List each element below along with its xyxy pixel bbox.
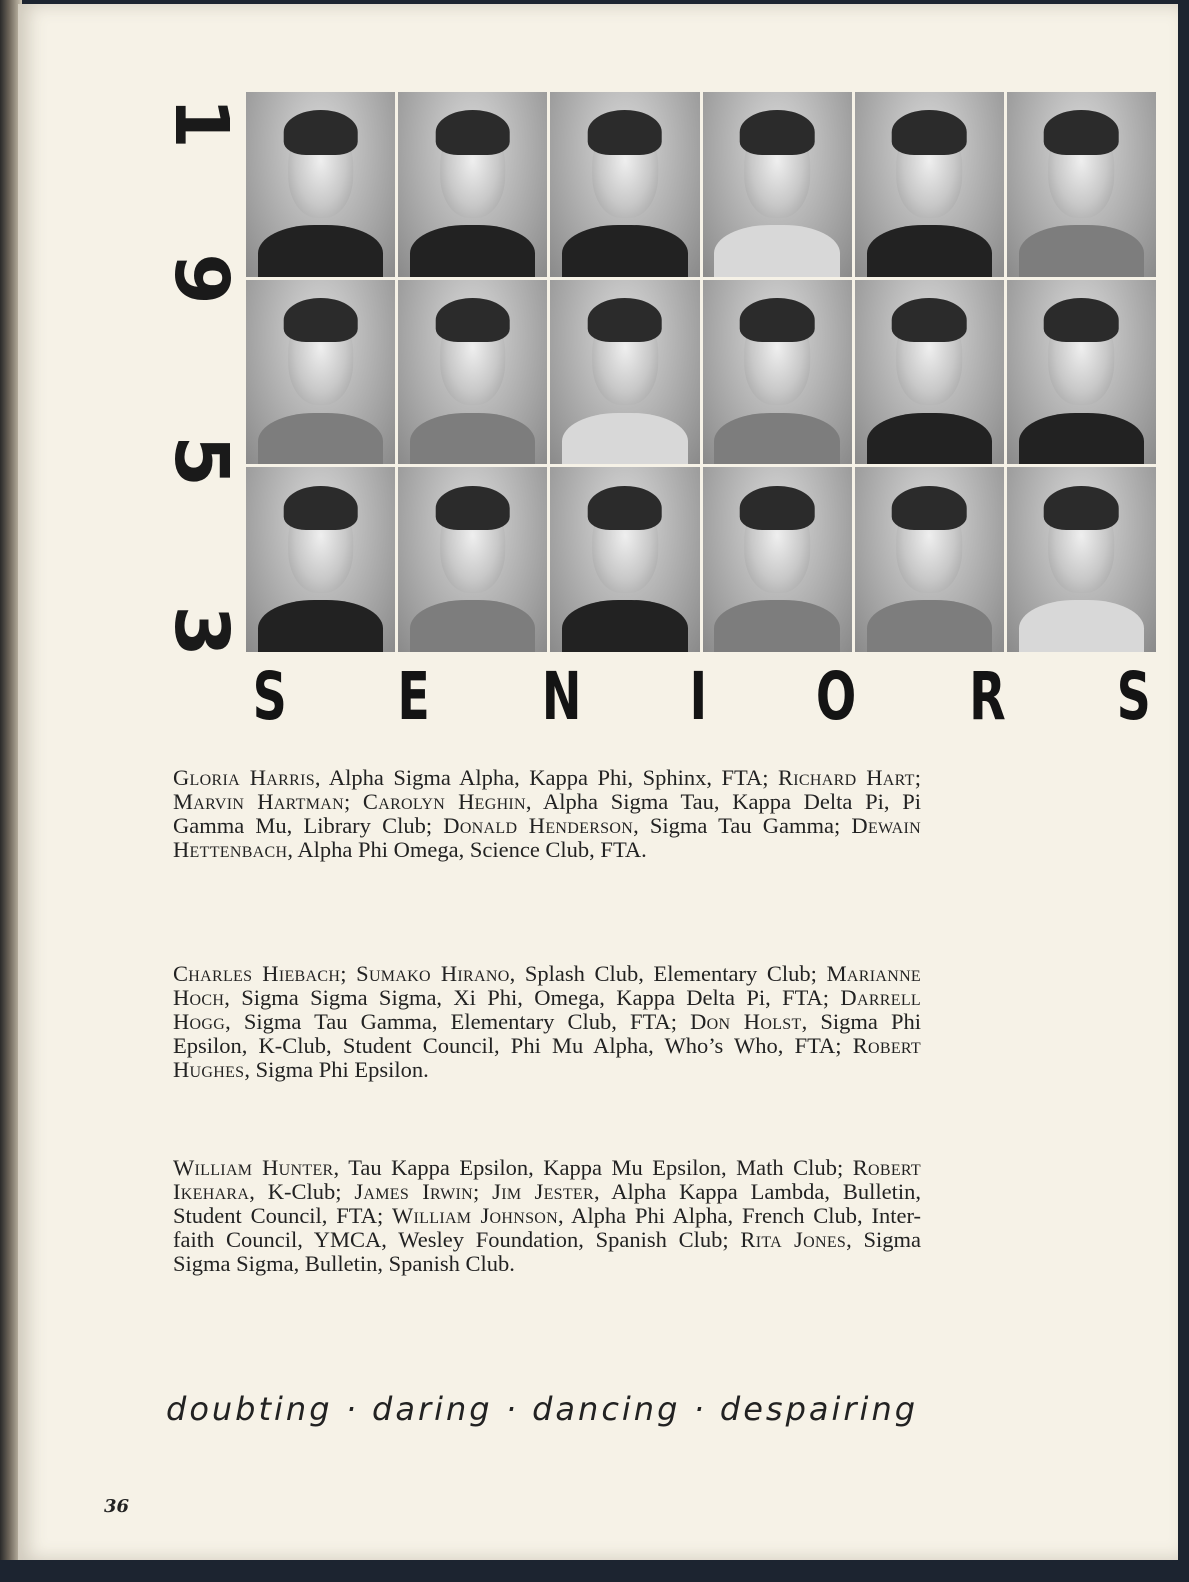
portrait-hair [283,298,358,342]
student-name: Donald Henderson [443,813,634,838]
portrait-hair [892,110,967,154]
portrait-shoulders [1019,225,1144,277]
caption-row-2 [173,962,921,1082]
portrait-hair [283,110,358,154]
student-activities: , Alpha Phi Alpha, French Club, Inter-faith Council, YMCA, Wesley Foundation, Spanish Club; [173,1203,921,1252]
portrait-shoulders [867,413,992,465]
portrait-hair [892,486,967,530]
portrait-hair [588,298,663,342]
portrait-hair [588,110,663,154]
student-name: Jim Jester [492,1179,594,1204]
portrait-hair [435,298,510,342]
portrait-shoulders [867,225,992,277]
section-title-seniors [246,656,1158,736]
caption-row-1 [173,766,921,862]
student-name: Don Holst [690,1009,802,1034]
student-activities: , Alpha Kappa Lambda, Bulletin, Student Council, FTA; [173,1179,921,1228]
portrait-hair [435,110,510,154]
student-name: Marianne Hoch [173,961,921,1010]
yearbook-page [18,4,1178,1560]
title-letter: O [816,657,857,735]
title-letter: N [541,657,582,735]
portrait-photo [550,280,699,465]
portrait-photo [703,467,852,652]
student-name: Charles Hiebach [173,961,341,986]
portrait-photo [855,280,1004,465]
portrait-shoulders [867,600,992,652]
page-motto: doubting · daring · dancing · despairing [166,1390,919,1428]
portrait-photo [398,280,547,465]
portrait-photo [703,92,852,277]
student-activities: , K-Club; [249,1179,355,1204]
student-activities: , Tau Kappa Epsilon, Kappa Mu Epsilon, Math Club; [333,1155,853,1180]
portrait-hair [283,486,358,530]
title-letter: S [1117,657,1152,735]
portrait-shoulders [562,600,687,652]
student-name: James Irwin [354,1179,474,1204]
portrait-hair [740,486,815,530]
student-name: Marvin Hartman [173,789,344,814]
year-digit-4: 3 [158,605,244,657]
portrait-hair [1044,486,1119,530]
portrait-hair [892,298,967,342]
portrait-shoulders [410,225,535,277]
portrait-grid [246,92,1156,652]
student-name: Carolyn Heghin [362,789,526,814]
portrait-photo [1007,92,1156,277]
portrait-photo [246,280,395,465]
student-activities: , Sigma Phi Epsilon. [244,1057,429,1082]
portrait-photo [550,92,699,277]
portrait-photo [855,467,1004,652]
page-number: 36 [104,1496,130,1517]
student-name: Gloria Harris [173,765,315,790]
student-activities: , Sigma Sigma Sigma, Xi Phi, Omega, Kappa Delta Pi, FTA; [224,985,841,1010]
student-activities: , Sigma Tau Gamma, Elementary Club, FTA; [225,1009,691,1034]
student-activities: , Splash Club, Elementary Club; [509,961,827,986]
portrait-hair [1044,110,1119,154]
year-digit-2: 9 [158,253,244,305]
student-name: Rita Jones [740,1227,847,1252]
student-activities: ; [473,1179,493,1204]
student-activities: ; [340,961,357,986]
title-letter: R [969,657,1006,735]
portrait-photo [246,467,395,652]
portrait-photo [246,92,395,277]
student-name: Darrell Hogg [173,985,921,1034]
student-activities: ; [343,789,363,814]
portrait-hair [740,298,815,342]
student-name: Robert Ikehara [173,1155,921,1204]
caption-row-3 [173,1156,921,1276]
portrait-photo [1007,467,1156,652]
year-digit-3: 5 [158,435,244,487]
portrait-photo [703,280,852,465]
title-letter: S [252,657,287,735]
portrait-hair [435,486,510,530]
portrait-hair [740,110,815,154]
portrait-shoulders [258,600,383,652]
portrait-shoulders [714,600,839,652]
student-name: William Johnson [392,1203,558,1228]
portrait-shoulders [1019,413,1144,465]
student-activities: , Alpha Sigma Alpha, Kappa Phi, Sphinx, FTA; [314,765,778,790]
portrait-photo [398,92,547,277]
portrait-shoulders [562,225,687,277]
portrait-shoulders [1019,600,1144,652]
portrait-shoulders [410,600,535,652]
portrait-photo [550,467,699,652]
student-name: Robert Hughes [173,1033,921,1082]
year-digit-1: 1 [158,97,244,149]
portrait-hair [588,486,663,530]
student-name: Sumako Hirano [356,961,510,986]
student-activities: , Sigma Sigma Sigma, Bulletin, Spanish Club. [173,1227,921,1276]
portrait-shoulders [714,225,839,277]
student-activities: ; [914,765,921,790]
student-activities: , Sigma Tau Gamma; [633,813,852,838]
portrait-hair [1044,298,1119,342]
student-activities: , Alpha Phi Omega, Science Club, FTA. [287,837,647,862]
student-name: Richard Hart [777,765,915,790]
portrait-shoulders [258,225,383,277]
portrait-photo [398,467,547,652]
portrait-shoulders [410,413,535,465]
portrait-shoulders [258,413,383,465]
student-activities: , Alpha Sigma Tau, Kappa Delta Pi, Pi Gamma Mu, Library Club; [173,789,921,838]
student-name: Dewain Hettenbach [173,813,921,862]
portrait-shoulders [562,413,687,465]
portrait-photo [1007,280,1156,465]
portrait-photo [855,92,1004,277]
title-letter: E [397,657,430,735]
student-name: William Hunter [173,1155,334,1180]
portrait-shoulders [714,413,839,465]
title-letter: I [689,657,708,735]
student-activities: , Sigma Phi Epsilon, K-Club, Student Council, Phi Mu Alpha, Who’s Who, FTA; [173,1009,921,1058]
